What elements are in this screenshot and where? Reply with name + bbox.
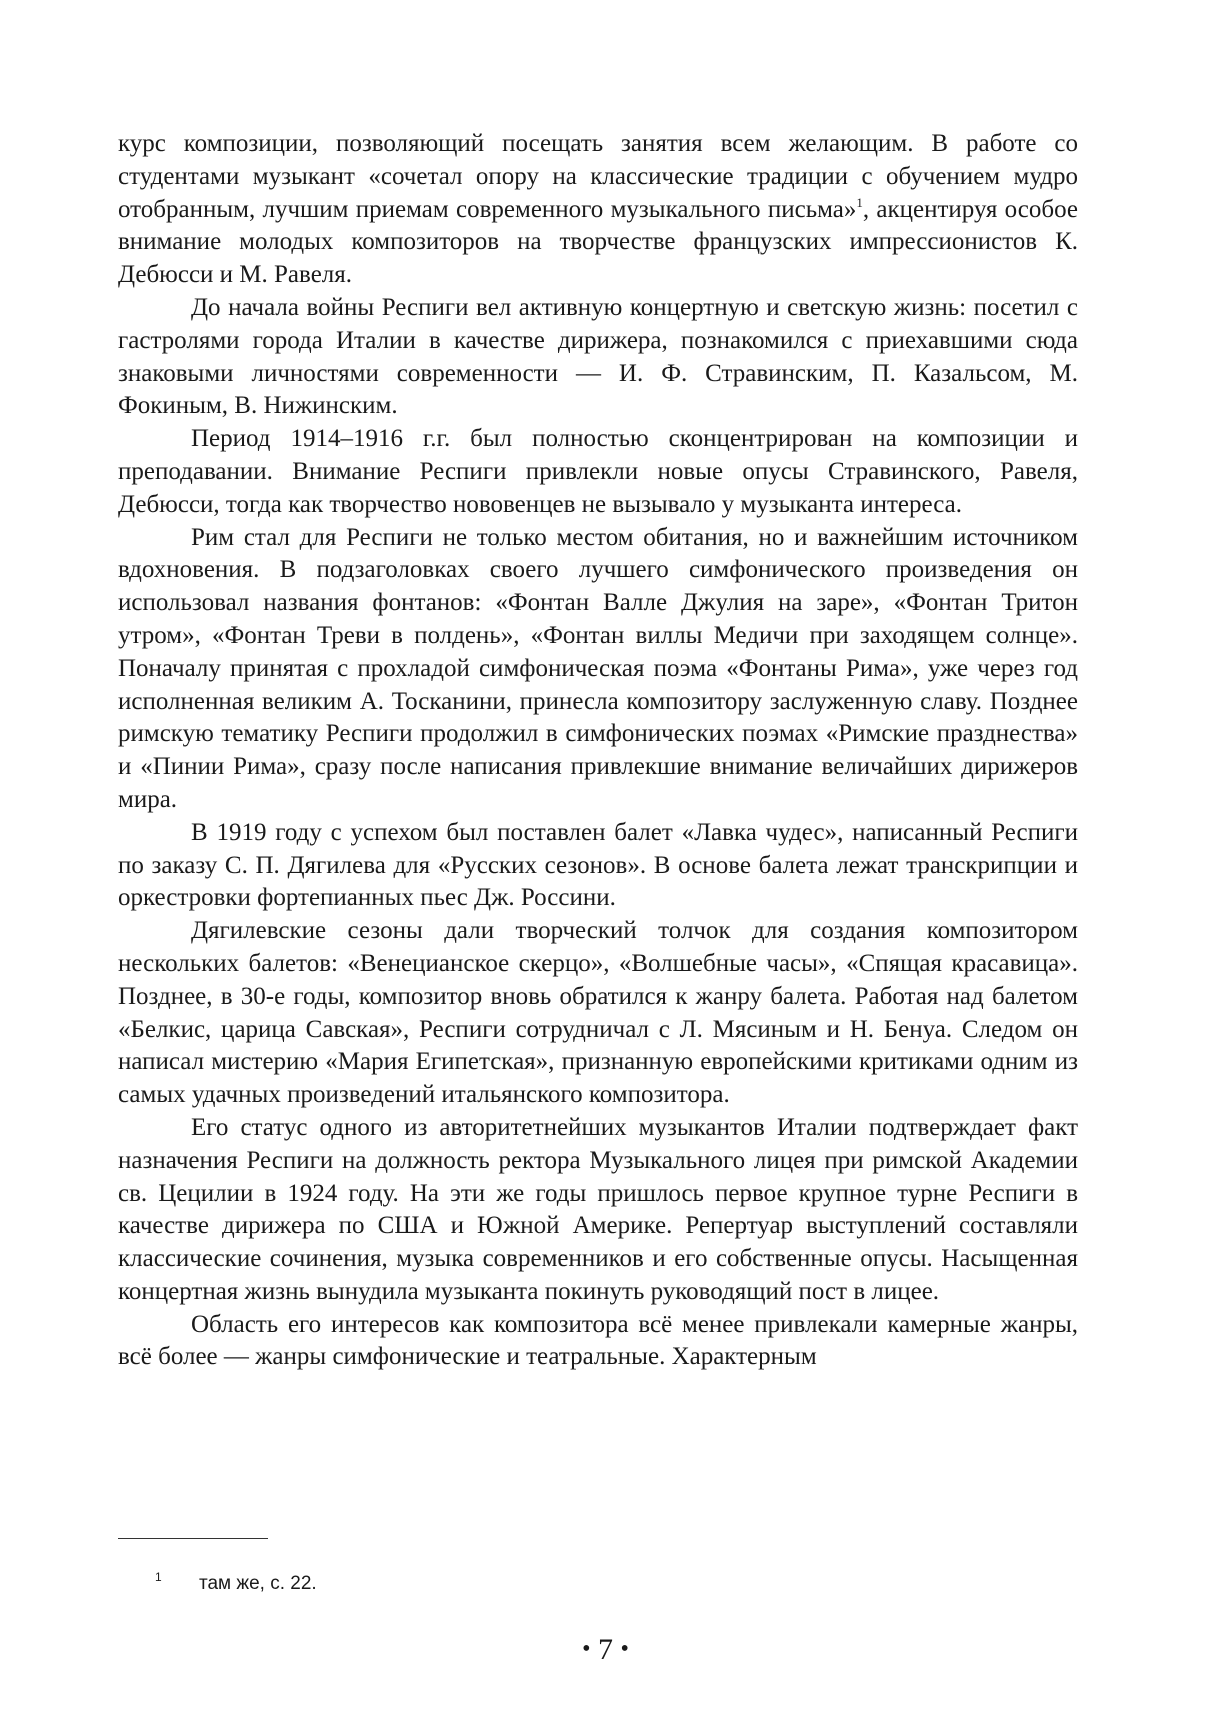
footnote-text: там же, с. 22. — [199, 1573, 317, 1594]
paragraph-5: В 1919 году с успехом был поставлен балет «Лавка чудес», написанный Респиги по заказу С. П. Дягилева для «Русских сезонов». В основе балета лежат транскрипции и оркестровки фортепианных пьес Дж. Россини. — [118, 818, 1078, 912]
page-number-right-dot: • — [620, 1636, 629, 1662]
page-number — [0, 1633, 1211, 1667]
page-number-left-dot: • — [582, 1636, 591, 1662]
paragraph-3: Период 1914–1916 г.г. был полностью сконцентрирован на композиции и преподавании. Внимание Респиги привлекли новые опусы Стравинского, Равеля, Дебюсси, тогда как творчество нововенцев не вызывало у музыканта интереса. — [118, 425, 1078, 518]
paragraph-1-text-after-ref: , акцентируя особое внимание молодых композиторов на творчестве французских импрессионистов К. Дебюсси и М. Равеля. — [118, 195, 1078, 289]
footnote-number: 1 — [155, 1570, 162, 1584]
footnote — [155, 1570, 317, 1595]
footnote-separator — [118, 1538, 268, 1539]
footnote-reference[interactable]: 1 — [856, 194, 863, 210]
paragraph-1 — [118, 128, 1078, 292]
paragraph-4: Рим стал для Респиги не только местом обитания, но и важнейшим источником вдохновения. В подзаголовках своего лучшего симфонического произведения он использовал названия фонтанов: «Фонтан Валле Джулия на заре», «Фонтан Тритон утром», «Фонтан Треви в полдень», «Фонтан виллы Медичи при заходящем солнце». Поначалу принятая с прохладой симфоническая поэма «Фонтаны Рима», уже через год исполненная великим А. Тосканини, принесла композитору заслуженную славу. Позднее римскую тематику Респиги продолжил в симфонических поэмах «Римские празднества» и «Пинии Рима», сразу после написания привлекшие внимание величайших дирижеров мира. — [118, 523, 1078, 813]
paragraph-2: До начала войны Респиги вел активную концертную и светскую жизнь: посетил с гастролями города Италии в качестве дирижера, познакомился с приехавшими сюда знаковыми личностями современности — И. Ф. Стравинским, П. Казальсом, М. Фокиным, В. Нижинским. — [118, 293, 1078, 420]
paragraph-6: Дягилевские сезоны дали творческий толчок для создания композитором нескольких балетов: «Венецианское скерцо», «Волшебные часы», «Спящая красавица». Позднее, в 30-е годы, композитор вновь обратился к жанру балета. Работая над балетом «Белкис, царица Савская», Респиги сотрудничал с Л. Мясиным и Н. Бенуа. Следом он написал мистерию «Мария Египетская», признанную европейскими критиками одним из самых удачных произведений итальянского композитора. — [118, 917, 1078, 1109]
page-number-value: 7 — [598, 1633, 613, 1666]
paragraph-7: Его статус одного из авторитетнейших музыкантов Италии подтверждает факт назначения Респиги на должность ректора Музыкального лицея при римской Академии св. Цецилии в 1924 году. На эти же годы пришлось первое крупное турне Респиги в качестве дирижера по США и Южной Америке. Репертуар выступлений составляли классические сочинения, музыка современников и его собственные опусы. Насыщенная концертная жизнь вынудила музыканта покинуть руководящий пост в лицее. — [118, 1113, 1078, 1305]
main-text-body — [118, 128, 1078, 1374]
paragraph-1-text-before-ref: курс композиции, позволяющий посещать занятия всем желающим. В работе со студентами музыкант «сочетал опору на классические традиции с обучением мудро отобранным, лучшим приемам современного музыкального письма» — [118, 130, 1078, 223]
paragraph-8: Область его интересов как композитора всё менее привлекали камерные жанры, всё более — жанры симфонические и театральные. Характерным — [118, 1310, 1078, 1371]
